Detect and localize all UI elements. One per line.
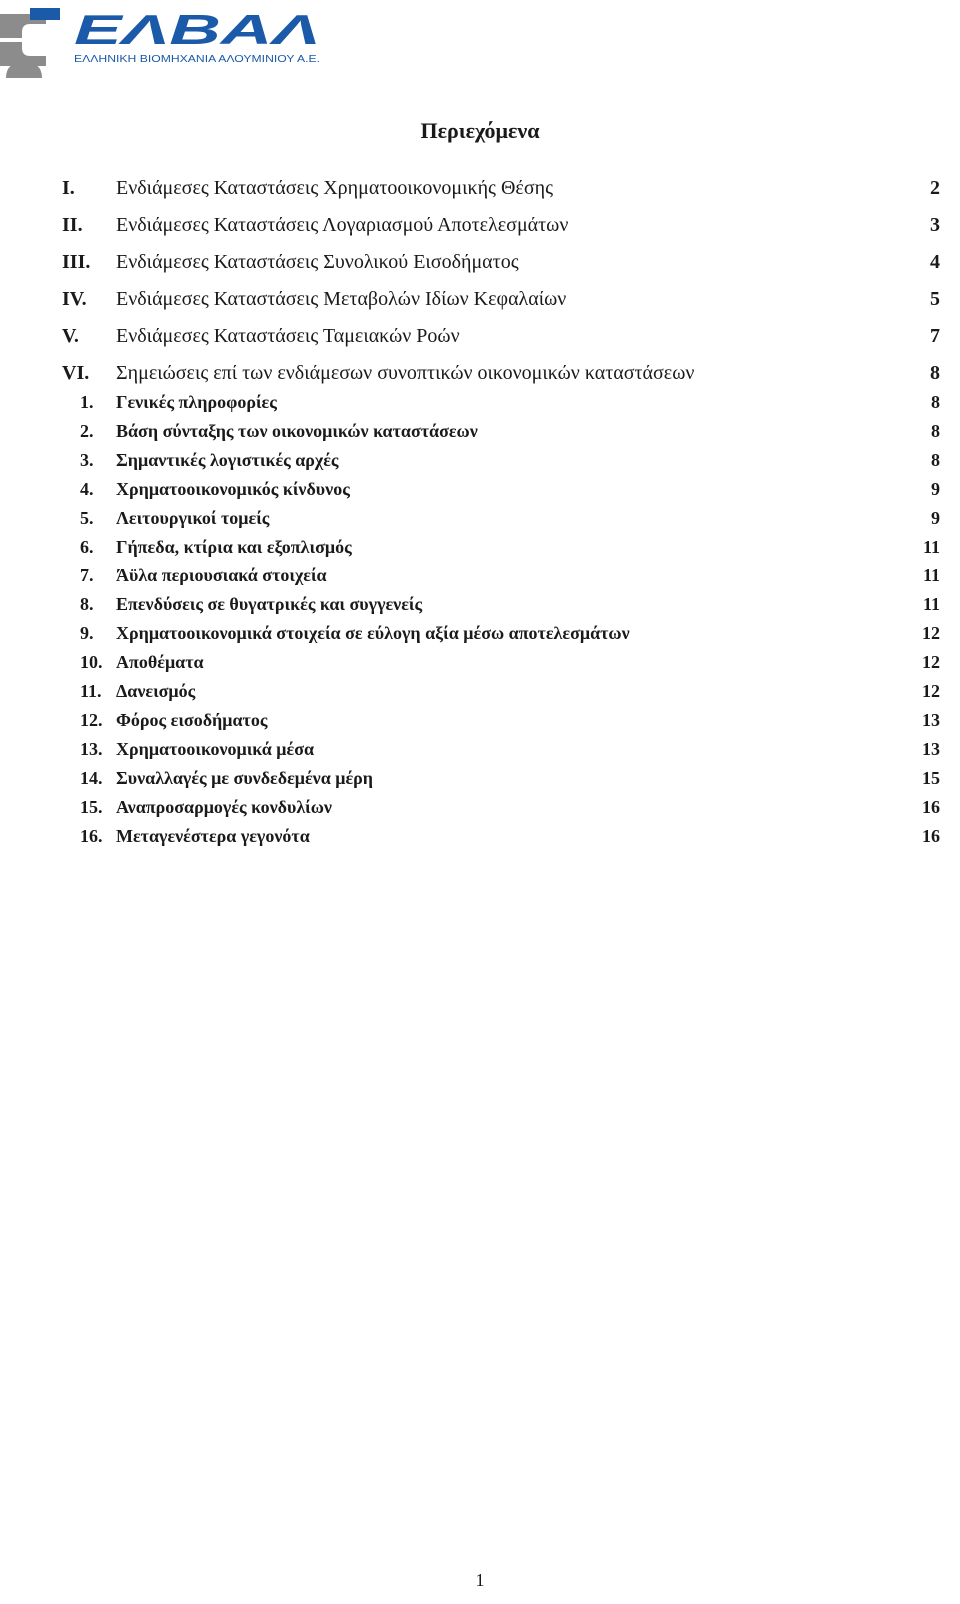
toc-subentry-page: 11 [922, 565, 940, 586]
toc-subentry-page: 16 [922, 796, 940, 817]
toc-entry-number: VI. [62, 362, 90, 384]
toc-subentry-label: Χρηματοοικονομικός κίνδυνος [116, 478, 350, 499]
toc-subentry-number: 11. [80, 681, 102, 701]
toc-subentry-label: Συναλλαγές με συνδεδεμένα μέρη [116, 767, 374, 788]
toc-subentry-page: 13 [922, 709, 940, 730]
toc-subentry[interactable] [0, 680, 960, 704]
toc-subentry-label: Γενικές πληροφορίες [116, 392, 277, 412]
company-logo [0, 0, 340, 80]
toc-subentry-number: 13. [80, 738, 103, 759]
toc-subentry-number: 10. [80, 652, 103, 673]
toc-subentry-page: 8 [931, 420, 940, 441]
toc-subentry-number: 12. [80, 709, 103, 730]
toc-entry[interactable] [0, 213, 960, 237]
toc-subentry-label: Αναπροσαρμογές κονδυλίων [116, 796, 332, 817]
toc-subentry-label: Λειτουργικοί τομείς [116, 507, 270, 528]
logo-wordmark: ΕΛΒΑΛ [74, 6, 320, 53]
elval-logo-icon [0, 0, 340, 80]
toc-entry[interactable] [0, 176, 960, 200]
toc-entry-page: 3 [930, 214, 940, 236]
toc-subentry-number: 8. [80, 594, 94, 615]
toc-subentry-number: 9. [80, 623, 94, 644]
toc-subentry-label: Σημαντικές λογιστικές αρχές [116, 449, 339, 470]
toc-entry-label: Σημειώσεις επί των ενδιάμεσων συνοπτικών οικονομικών καταστάσεων [116, 362, 695, 384]
toc-subentry-page: 9 [931, 478, 940, 499]
toc-subentry-number: 1. [80, 392, 94, 412]
toc-subentry-number: 5. [80, 507, 94, 528]
toc-subentry[interactable] [0, 738, 960, 762]
toc-subentry[interactable] [0, 449, 960, 473]
toc-subentry-label: Γήπεδα, κτίρια και εξοπλισμός [116, 536, 352, 557]
toc-subentry-label: Χρηματοοικονομικά μέσα [116, 738, 315, 759]
toc-entry-page: 4 [930, 251, 940, 273]
toc-subentry-label: Άϋλα περιουσιακά στοιχεία [116, 565, 327, 586]
toc-entry[interactable] [0, 250, 960, 274]
toc-entry-number: IV. [62, 288, 87, 310]
toc-entry[interactable] [0, 287, 960, 311]
toc-subentry-number: 2. [80, 420, 94, 441]
toc-entry-page: 7 [930, 325, 940, 347]
toc-subentry[interactable] [0, 825, 960, 849]
toc-subentry[interactable] [0, 420, 960, 444]
toc-entry-page: 8 [930, 362, 940, 384]
toc-subentry[interactable] [0, 478, 960, 502]
toc-entry-page: 2 [930, 177, 940, 199]
toc-subentry[interactable] [0, 767, 960, 791]
toc-subentry-number: 3. [80, 449, 94, 470]
toc-subentry-label: Χρηματοοικονομικά στοιχεία σε εύλογη αξία μέσω αποτελεσμάτων [116, 623, 630, 644]
toc-subentry-page: 11 [922, 594, 940, 615]
toc-subentry-page: 12 [922, 623, 940, 644]
toc-subentry-number: 16. [80, 825, 103, 846]
toc-entry-number: I. [62, 177, 75, 199]
toc-subentry-page: 15 [922, 767, 940, 788]
toc-subentry-page: 9 [931, 507, 940, 528]
toc-subentry-label: Δανεισμός [116, 681, 196, 701]
toc-subentry-number: 4. [80, 478, 94, 499]
toc-subentry-page: 8 [931, 449, 940, 470]
toc-entry-label: Ενδιάμεσες Καταστάσεις Χρηματοοικονομικής Θέσης [116, 177, 553, 199]
toc-entry-number: II. [62, 214, 83, 236]
toc-subentry[interactable] [0, 536, 960, 560]
toc-subentry-number: 14. [80, 767, 103, 788]
toc-subentry-page: 13 [922, 738, 940, 759]
toc-title: Περιεχόμενα [420, 118, 540, 143]
toc-entry-label: Ενδιάμεσες Καταστάσεις Ταμειακών Ροών [116, 325, 460, 347]
toc-entry[interactable] [0, 361, 960, 385]
toc-subentry[interactable] [0, 796, 960, 820]
toc-entry-page: 5 [930, 288, 940, 310]
toc-subentry-label: Μεταγενέστερα γεγονότα [116, 825, 310, 846]
toc-entry[interactable] [0, 324, 960, 348]
toc-subentry-page: 16 [922, 825, 940, 846]
toc-entry-number: III. [62, 251, 91, 273]
toc-subentry[interactable] [0, 564, 960, 588]
toc-subentry-label: Επενδύσεις σε θυγατρικές και συγγενείς [116, 594, 423, 615]
toc-subentry-label: Βάση σύνταξης των οικονομικών καταστάσεων [116, 420, 478, 441]
toc-subentry-label: Αποθέματα [116, 652, 204, 673]
toc-subentry[interactable] [0, 593, 960, 617]
toc-subentry-number: 7. [80, 565, 94, 586]
toc-entry-label: Ενδιάμεσες Καταστάσεις Συνολικού Εισοδήματος [116, 251, 519, 273]
logo-subtitle: ΕΛΛΗΝΙΚΗ ΒΙΟΜΗΧΑΝΙΑ ΑΛΟΥΜΙΝΙΟΥ Α.Ε. [74, 53, 320, 65]
toc-subentry-page: 11 [922, 536, 940, 557]
toc-entry-label: Ενδιάμεσες Καταστάσεις Μεταβολών Ιδίων Κεφαλαίων [116, 288, 567, 310]
toc-subentry[interactable] [0, 507, 960, 531]
toc-subentry-page: 12 [922, 652, 940, 673]
page-number: 1 [475, 1570, 485, 1590]
toc-subentry[interactable] [0, 622, 960, 646]
toc-entry-number: V. [62, 325, 79, 347]
toc-subentry-number: 15. [80, 796, 103, 817]
toc-subentry[interactable] [0, 709, 960, 733]
toc-subentry-number: 6. [80, 536, 94, 557]
toc-subentry[interactable] [0, 651, 960, 675]
toc-subentry-label: Φόρος εισοδήματος [116, 709, 268, 730]
toc-subentry[interactable] [0, 391, 960, 415]
toc-entry-label: Ενδιάμεσες Καταστάσεις Λογαριασμού Αποτελεσμάτων [116, 214, 569, 236]
toc-subentry-page: 8 [931, 392, 940, 412]
toc-subentry-page: 12 [922, 681, 940, 701]
